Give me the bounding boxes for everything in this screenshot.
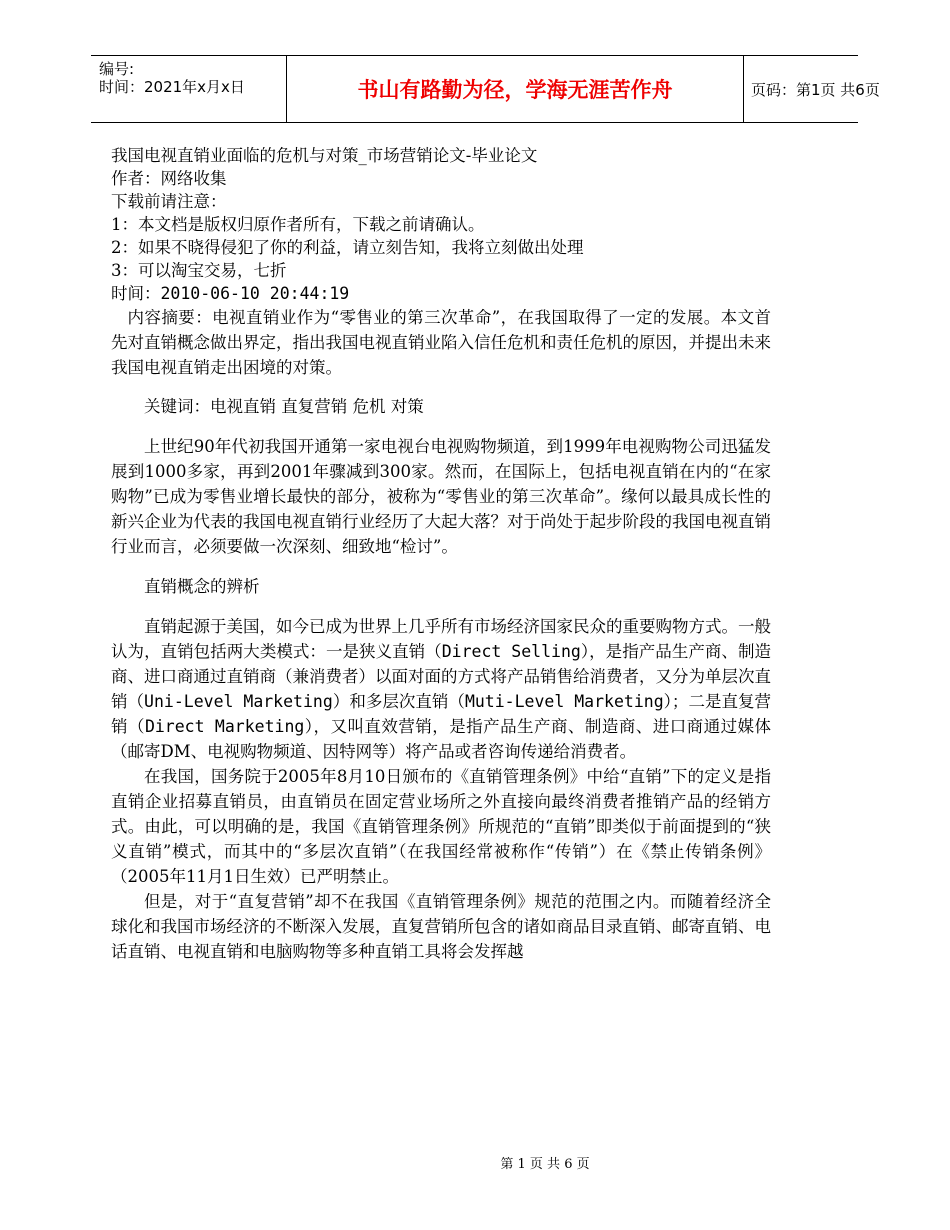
body-paragraph-4: 但是，对于“直复营销”却不在我国《直销管理条例》规范的范围之内。而随着经济全球化和我国市场经济的不断深入发展，直复营销所包含的诸如商品目录直销、邮寄直销、电话直销、电视直销和电脑购物等多种直销工具将会发挥越 [111,892,771,961]
document-header [91,55,880,123]
header-motto-cell [286,56,744,122]
header-left-cell [91,56,286,122]
abstract-paragraph: 内容摘要：电视直销业作为“零售业的第三次革命”，在我国取得了一定的发展。本文首先对直销概念做出界定，指出我国电视直销业陷入信任危机和责任危机的原因，并提出未来我国电视直销走出困境的对策。 [111,308,771,377]
document-time-label: 时间：2021年x月x日 [99,78,245,96]
header-page-cell [743,56,880,122]
notice-item-3: 3：可以淘宝交易，七折 [111,261,287,280]
notice-item-1: 1：本文档是版权归原作者所有，下载之前请确认。 [111,215,485,234]
document-body [111,144,771,964]
body-paragraph-2: 直销起源于美国，如今已成为世界上几乎所有市场经济国家民众的重要购物方式。一般认为，直销包括两大类模式：一是狭义直销（Direct Selling），是指产品生产商、制造商、进口商通过直销商（兼消费者）以面对面的方式将产品销售给消费者，又分为单层次直销（Uni-Level Marketing）和多层次直销（Muti-Level Marketing）；二是直复营销（Direct Marketing），又叫直效营销，是指产品生产商、制造商、进口商通过媒体（邮寄DM、电视购物频道、因特网等）将产品或者咨询传递给消费者。 [111,617,772,761]
page-footer: 第 1 页 共 6 页 [500,1157,590,1172]
notice-heading: 下载前请注意： [111,192,227,211]
body-paragraph-1: 上世纪90年代初我国开通第一家电视台电视购物频道，到1999年电视购物公司迅猛发展到1000多家，再到2001年骤减到300家。然而，在国际上，包括电视直销在内的“在家购物”已成为零售业增长最快的部分，被称为“零售业的第三次革命”。缘何以最具成长性的新兴企业为代表的我国电视直销行业经历了大起大落？对于尚处于起步阶段的我国电视直销行业而言，必须要做一次深刻、细致地“检讨”。 [111,437,771,556]
body-paragraph-3: 在我国，国务院于2005年8月10日颁布的《直销管理条例》中给“直销”下的定义是指直销企业招募直销员，由直销员在固定营业场所之外直接向最终消费者推销产品的经销方式。由此，可以明确的是，我国《直销管理条例》所规范的“直销”即类似于前面提到的“狭义直销”模式，而其中的“多层次直销”（在我国经常被称作“传销”）在《禁止传销条例》（2005年11月1日生效）已严明禁止。 [111,767,771,886]
article-time: 时间：2010-06-10 20:44:19 [111,284,350,303]
document-number-label: 编号: [99,60,135,78]
keywords-line: 关键词：电视直销 直复营销 危机 对策 [144,397,424,416]
notice-item-2: 2：如果不晓得侵犯了你的利益，请立刻告知，我将立刻做出处理 [111,238,584,257]
article-title: 我国电视直销业面临的危机与对策_市场营销论文-毕业论文 [111,146,538,165]
section-heading: 直销概念的辨析 [144,577,260,596]
article-author: 作者：网络收集 [111,169,227,188]
header-page-label: 页码：第1页 共6页 [751,81,880,99]
header-motto: 书山有路勤为径，学海无涯苦作舟 [357,78,673,102]
